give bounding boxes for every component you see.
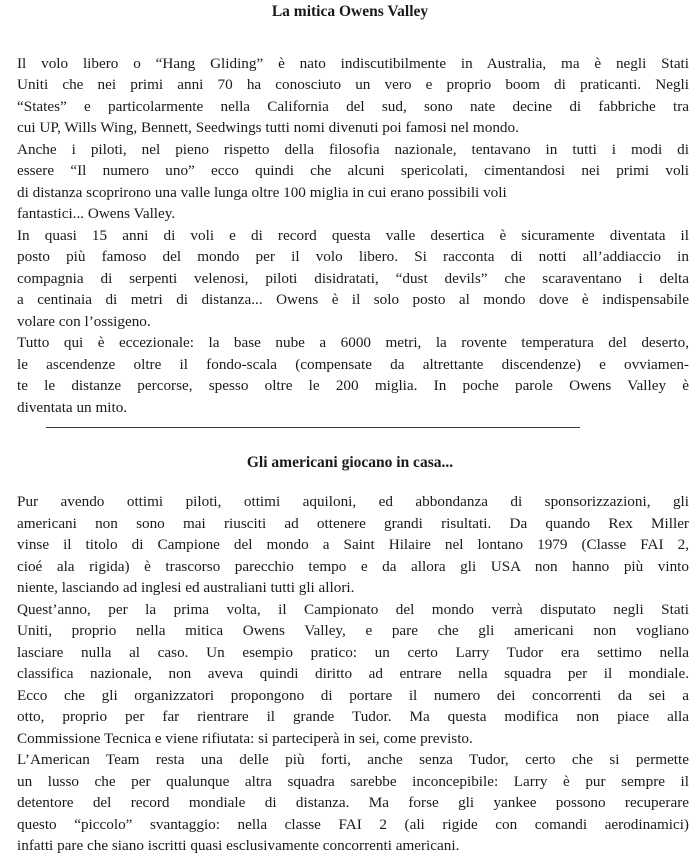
paragraph-line: volare con l’ossigeno.: [17, 313, 151, 330]
paragraph-line: te le distanze percorse, spesso oltre le 200 miglia. In poche parole Owens Valley è: [17, 377, 689, 394]
paragraph-line: essere “Il numero uno” ecco quindi che alcuni spericolati, cimentandosi nei primi voli: [17, 162, 689, 179]
paragraph-line: detentore del record mondiale di distanza. Ma forse gli yankee possono recuperare: [17, 794, 689, 811]
paragraph-line: posto più famoso del mondo per il volo libero. Si racconta di notti all’addiaccio in: [17, 248, 689, 265]
paragraph-line: Commissione Tecnica e viene rifiutata: si parteciperà in sei, come previsto.: [17, 730, 473, 747]
article-title: Gli americani giocano in casa...: [246, 454, 454, 471]
paragraph-line: cui UP, Wills Wing, Bennett, Seedwings tutti nomi divenuti poi famosi nel mondo.: [17, 119, 519, 136]
paragraph-line: Quest’anno, per la prima volta, il Campionato del mondo verrà disputato negli Stati: [17, 601, 689, 618]
paragraph-line: L’American Team resta una delle più forti, anche senza Tudor, certo che si permette: [17, 751, 689, 768]
paragraph-line: un lusso che per qualunque altra squadra sarebbe inconcepibile: Larry è pur sempre il: [17, 773, 689, 790]
paragraph-line: infatti pare che siano iscritti quasi esclusivamente concorrenti americani.: [17, 837, 460, 854]
paragraph-line: niente, lasciando ad inglesi ed australiani tutti gli allori.: [17, 579, 355, 596]
paragraph-line: Anche i piloti, nel pieno rispetto della filosofia nazionale, tentavano in tutti i modi di: [17, 141, 689, 158]
paragraph-line: Uniti che nei primi anni 70 ha conosciuto un vero e proprio boom di praticanti. Negli: [17, 76, 689, 93]
paragraph-line: a centinaia di metri di distanza... Owens è il solo posto al mondo dove è indispensabile: [17, 291, 689, 308]
paragraph-line: diventata un mito.: [17, 399, 128, 416]
paragraph-line: americani non sono mai riusciti ad ottenere grandi risultati. Da quando Rex Miller: [17, 515, 689, 532]
paragraph-line: classifica nazionale, non aveva quindi diritto ad entrare nella squadra per il mondiale.: [17, 665, 689, 682]
page-gap: [0, 420, 700, 440]
paragraph-line: cioé ala rigida) è trascorso parecchio tempo e da allora gli USA non hanno più vinto: [17, 558, 689, 575]
paragraph-line: Pur avendo ottimi piloti, ottimi aquiloni, ed abbondanza di sponsorizzazioni, gli: [17, 493, 689, 510]
paragraph-line: vinse il titolo di Campione del mondo a Saint Hilaire nel lontano 1979 (Classe FAI 2,: [17, 536, 689, 553]
paragraph-line: “States” e particolarmente nella California del sud, sono nate decine di fabbriche tra: [17, 98, 689, 115]
paragraph-line: In quasi 15 anni di voli e di record questa valle desertica è sicuramente diventata il: [17, 227, 689, 244]
paragraph-line: Ecco che gli organizzatori propongono di portare il numero dei concorrenti da sei a: [17, 687, 689, 704]
paragraph-line: Il volo libero o “Hang Gliding” è nato indiscutibilmente in Australia, ma è negli Stati: [17, 55, 689, 72]
article-title: La mitica Owens Valley: [271, 3, 429, 20]
article-owens-valley: [0, 0, 700, 420]
article-americans: [0, 440, 700, 863]
paragraph-line: questo “piccolo” svantaggio: nella classe FAI 2 (ali rigide con comandi aerodinamici): [17, 816, 689, 833]
paragraph-line: Uniti, proprio nella mitica Owens Valley, e pare che gli americani non vogliano: [17, 622, 689, 639]
paragraph-line: otto, proprio per far rientrare il grande Tudor. Ma questa modifica non piace alla: [17, 708, 689, 725]
paragraph-line: lasciare nulla al caso. Un esempio pratico: un certo Larry Tudor era settimo nella: [17, 644, 689, 661]
section-divider: [46, 427, 580, 428]
paragraph-line: le ascendenze oltre il fondo-scala (compensate da altrettante discendenze) e ovviamen-: [17, 356, 689, 373]
paragraph-line: fantastici... Owens Valley.: [17, 205, 176, 222]
paragraph-line: di distanza scoprirono una valle lunga oltre 100 miglia in cui erano possibili voli: [17, 184, 507, 201]
paragraph-line: compagnia di serpenti velenosi, piloti disidratati, “dust devils” che scaraventano i delta: [17, 270, 689, 287]
paragraph-line: Tutto qui è eccezionale: la base nube a 6000 metri, la rovente temperatura del deserto,: [17, 334, 689, 351]
